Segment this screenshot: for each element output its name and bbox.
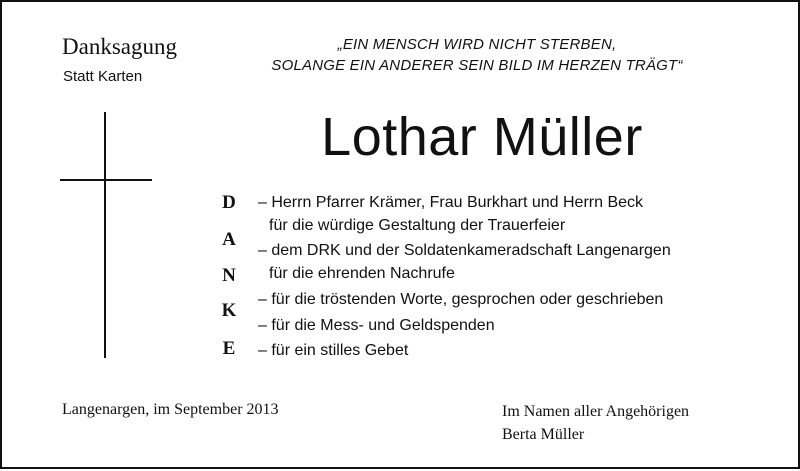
signature [502,400,689,446]
subheading: Statt Karten [63,68,143,85]
place-date: Langenargen, im September 2013 [62,401,279,418]
thanks-line: – dem DRK und der Soldatenkameradschaft Langenargen [258,242,671,259]
danke-letter: A [222,229,236,250]
thanks-line: für die ehrenden Nachrufe [269,265,455,282]
signature-name: Berta Müller [502,426,585,443]
thanks-line: – für ein stilles Gebet [258,342,409,359]
signature-line: Im Namen aller Angehörigen [502,403,690,420]
thanks-line: – für die tröstenden Worte, gesprochen oder geschrieben [258,291,664,308]
thanks-line: für die würdige Gestaltung der Trauerfeier [269,217,566,234]
thanks-line: – Herrn Pfarrer Krämer, Frau Burkhart und Herrn Beck [258,194,644,211]
quote-line: „EIN MENSCH WIRD NICHT STERBEN, [337,36,617,53]
heading: Danksagung [62,34,177,59]
deceased-name: Lothar Müller [321,107,643,167]
thanks-line: – für die Mess- und Geldspenden [258,317,495,334]
quote-line: SOLANGE EIN ANDERER SEIN BILD IM HERZEN TRÄGT“ [271,57,683,74]
danke-letter: D [222,192,236,213]
danke-letter: K [221,300,237,321]
danke-letter: N [222,265,236,286]
danke-letter: E [222,338,236,359]
